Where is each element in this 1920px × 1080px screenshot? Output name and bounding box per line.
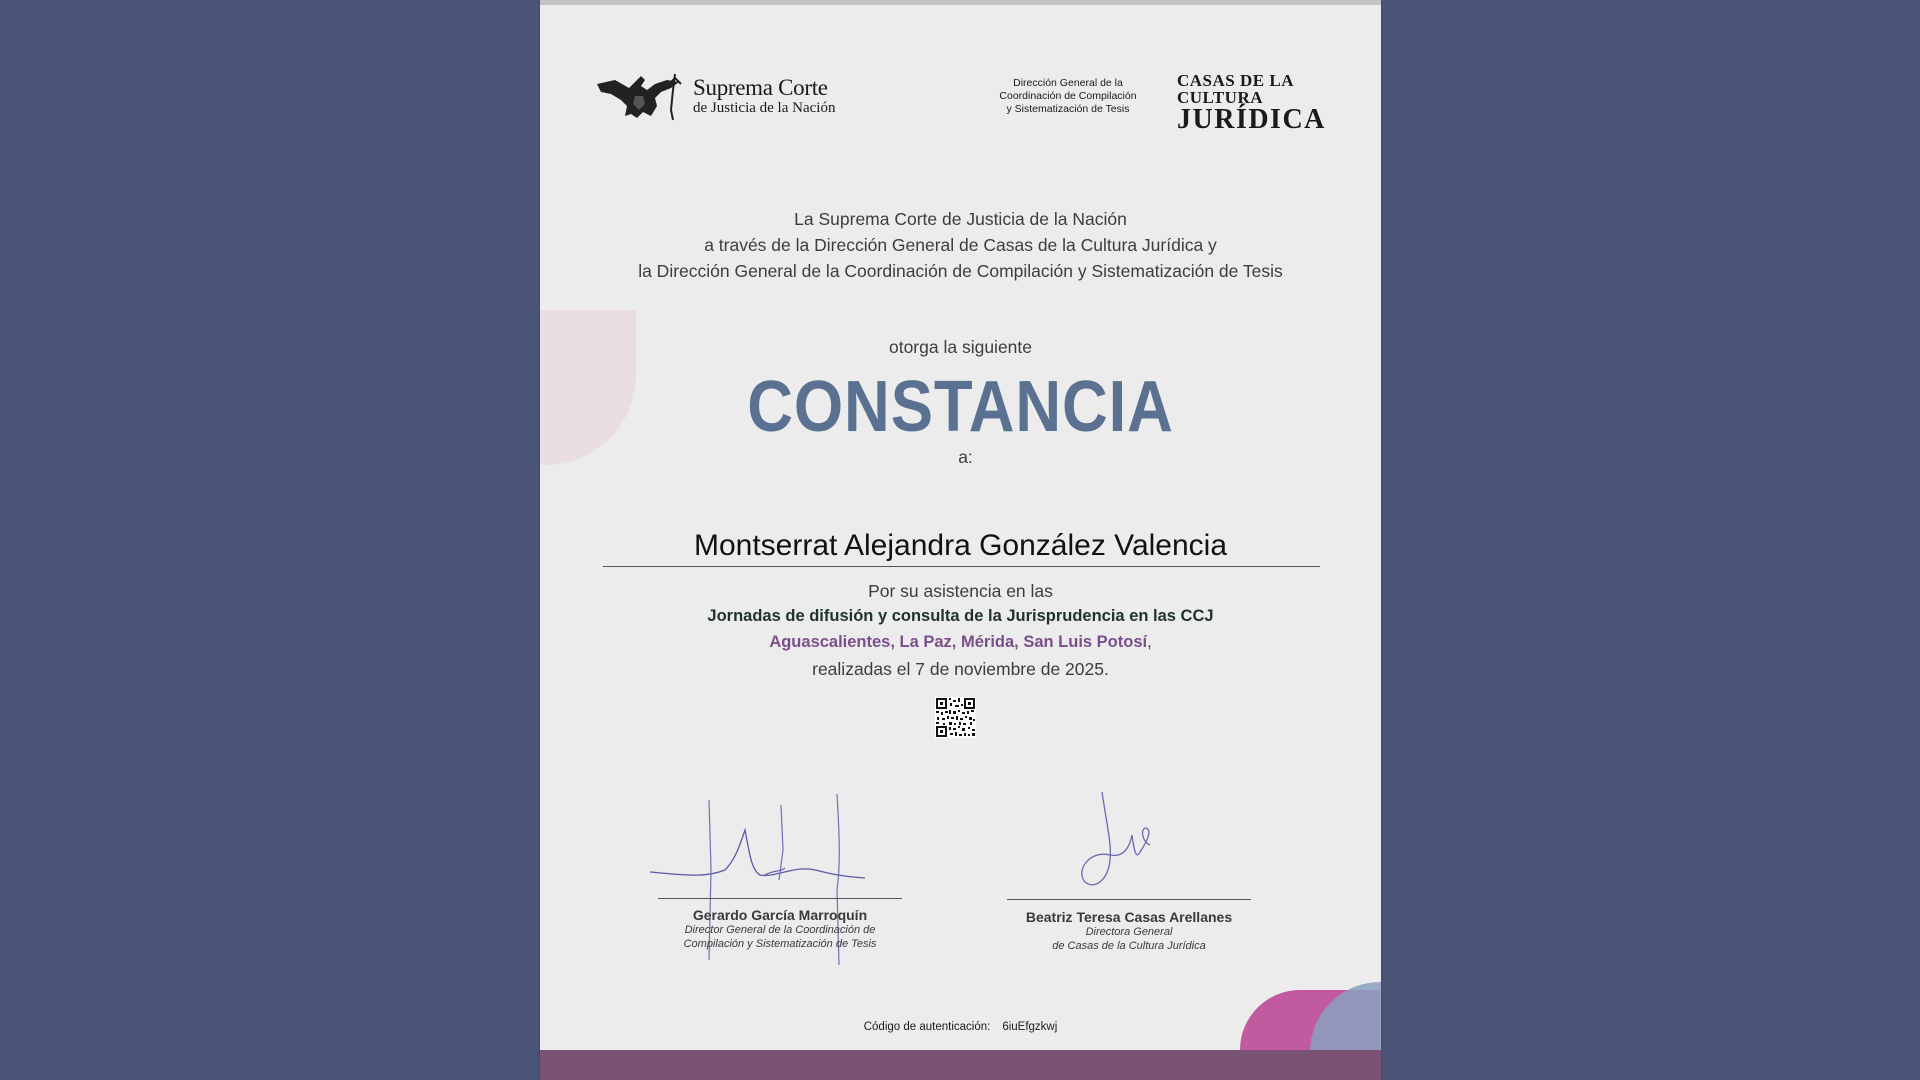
recipient-prefix: a: [958,447,973,467]
signature-2-line [1007,899,1251,900]
dg-logo-line1: Dirección General de la [1013,77,1123,89]
signer-1 [650,907,910,951]
intro-line3: la Dirección General de la Coordinación de Compilación y Sistematización de Tesis [638,261,1283,281]
auth-label: Código de autenticación: [863,1021,991,1033]
auth-code: 6iuEfgzkwj [1002,1021,1058,1033]
recipient-name: Montserrat Alejandra González Valencia [693,529,1228,562]
cities-comma: , [1147,633,1152,651]
signature-2-graphic [1070,790,1170,900]
eagle-emblem-icon [595,70,687,122]
attendance-text: Por su asistencia en las [868,581,1053,601]
ccj-logo [1177,72,1381,134]
event-date: realizadas el 7 de noviembre de 2025. [812,659,1109,679]
ccj-logo-line1: CASAS DE LA CULTURA [1177,71,1294,107]
cities-list: Aguascalientes, La Paz, Mérida, San Luis Potosí [769,633,1148,651]
grant-text: otorga la siguiente [888,337,1033,357]
dg-logo-line2: Coordinación de Compilación [999,90,1137,102]
intro-line2: a través de la Dirección General de Casas de la Cultura Jurídica y [704,235,1217,255]
intro-line1: La Suprema Corte de Justicia de la Nación [794,209,1127,229]
certificate-document [540,0,1381,1080]
signature-1-line [658,898,902,899]
certificate-title: CONSTANCIA [747,367,1174,447]
dg-compilacion-logo [988,77,1148,116]
ccj-logo-line2: JURÍDICA [1177,104,1326,135]
scjn-logo-line1: Suprema Corte [693,75,828,100]
issuer-intro [540,206,1381,284]
signer-2-role-line2: de Casas de la Cultura Jurídica [1052,940,1206,952]
signer-1-role-line1: Director General de la Coordinación de [684,924,876,936]
qr-code-icon [935,697,976,738]
signer-2 [999,909,1259,953]
signer-1-name: Gerardo García Marroquín [692,907,868,923]
scjn-logo [595,70,835,122]
scjn-logo-line2: de Justicia de la Nación [693,100,836,116]
signer-1-role-line2: Compilación y Sistematización de Tesis [683,938,877,950]
signer-2-role-line1: Directora General [1085,926,1173,938]
event-name: Jornadas de difusión y consulta de la Jurisprudencia en las CCJ [707,607,1214,625]
decorative-bottom-bar [540,1050,1381,1080]
event-cities [540,633,1381,652]
page-top-edge [540,0,1381,5]
signer-2-name: Beatriz Teresa Casas Arellanes [1025,909,1233,925]
dg-logo-line3: y Sistematización de Tesis [1006,103,1130,115]
recipient-underline [603,566,1320,567]
